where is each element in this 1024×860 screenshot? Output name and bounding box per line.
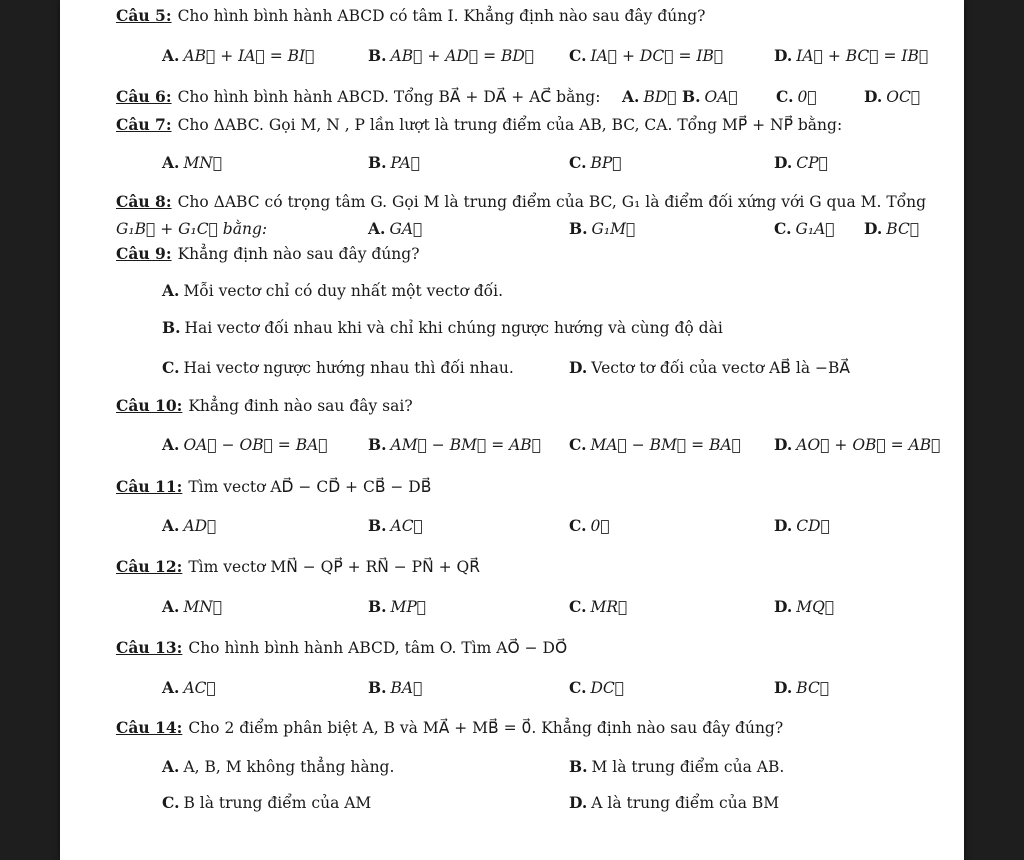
- q8-option-d: [864, 219, 919, 239]
- q7-option-d: [774, 153, 828, 173]
- question-number: Câu 13:: [116, 638, 183, 657]
- q14-option-c: [162, 793, 371, 813]
- q10-option-a: [162, 435, 328, 455]
- option-label: B.: [162, 318, 181, 337]
- q14-option-d: [569, 793, 779, 813]
- q10-option-b: [368, 435, 541, 455]
- question-text: Cho hình bình hành ABCD. Tổng BA⃗ + DA⃗ + AC⃗ bằng:: [177, 88, 601, 106]
- question-number: Câu 6:: [116, 87, 172, 106]
- option-text: AM⃗ − BM⃗ = AB⃗: [390, 436, 541, 454]
- q12-option-c: [569, 597, 627, 617]
- question-text: Khẳng định nào sau đây đúng?: [177, 245, 420, 263]
- q8-option-b: [569, 219, 635, 239]
- q11-option-d: [774, 516, 830, 536]
- q9-option-d: [569, 358, 850, 378]
- q7-option-b: [368, 153, 420, 173]
- option-text: AO⃗ + OB⃗ = AB⃗: [796, 436, 941, 454]
- option-text: A là trung điểm của BM: [591, 794, 780, 812]
- option-label: D.: [864, 87, 883, 106]
- document-page: [60, 0, 964, 860]
- q9-option-b: [162, 318, 723, 338]
- question-text: Tìm vectơ MN⃗ − QP⃗ + RN⃗ − PN⃗ + QR⃗: [188, 558, 481, 576]
- option-text: MA⃗ − BM⃗ = BA⃗: [590, 436, 741, 454]
- option-text: IA⃗ + DC⃗ = IB⃗: [590, 47, 724, 65]
- option-text: PA⃗: [390, 154, 421, 172]
- option-label: C.: [162, 793, 180, 812]
- option-text: GA⃗: [389, 220, 423, 238]
- option-text: Hai vectơ đối nhau khi và chỉ khi chúng ngược hướng và cùng độ dài: [184, 319, 723, 337]
- q13-option-b: [368, 678, 422, 698]
- option-text: G₁M⃗: [591, 220, 636, 238]
- question-number: Câu 8:: [116, 192, 172, 211]
- question-number: Câu 10:: [116, 396, 183, 415]
- option-label: A.: [622, 87, 640, 106]
- question-5-stem: [116, 6, 705, 26]
- option-label: C.: [569, 678, 587, 697]
- option-label: D.: [569, 358, 588, 377]
- q8-option-c: [774, 219, 835, 239]
- option-label: B.: [368, 435, 387, 454]
- question-number: Câu 7:: [116, 115, 172, 134]
- option-label: C.: [569, 153, 587, 172]
- option-label: B.: [368, 597, 387, 616]
- question-number: Câu 12:: [116, 557, 183, 576]
- q13-option-c: [569, 678, 624, 698]
- q14-option-a: [162, 757, 394, 777]
- q10-option-c: [569, 435, 741, 455]
- option-label: D.: [864, 219, 883, 238]
- option-text: B là trung điểm của AM: [183, 794, 372, 812]
- option-text: OC⃗: [886, 88, 921, 106]
- q7-option-a: [162, 153, 222, 173]
- question-14-stem: [116, 718, 783, 738]
- q5-option-c: [569, 46, 723, 66]
- option-label: B.: [569, 757, 588, 776]
- option-text: A, B, M không thẳng hàng.: [183, 758, 395, 776]
- question-12-stem: [116, 557, 480, 577]
- option-label: C.: [569, 597, 587, 616]
- option-text: AB⃗ + AD⃗ = BD⃗: [390, 47, 535, 65]
- question-number: Câu 11:: [116, 477, 183, 496]
- q5-option-a: [162, 46, 314, 66]
- option-text: IA⃗ + BC⃗ = IB⃗: [796, 47, 929, 65]
- question-text: Tìm vectơ AD⃗ − CD⃗ + CB⃗ − DB⃗: [188, 478, 432, 496]
- option-text: AC⃗: [183, 679, 216, 697]
- option-text: CD⃗: [796, 517, 830, 535]
- q8-option-a: [368, 219, 422, 239]
- option-text: DC⃗: [590, 679, 625, 697]
- option-label: D.: [774, 46, 793, 65]
- question-number: Câu 5:: [116, 6, 172, 25]
- question-13-stem: [116, 638, 567, 658]
- option-text: BC⃗: [796, 679, 830, 697]
- q12-option-a: [162, 597, 222, 617]
- option-label: C.: [774, 219, 792, 238]
- option-label: C.: [569, 46, 587, 65]
- option-label: D.: [774, 597, 793, 616]
- option-label: C.: [569, 435, 587, 454]
- question-6-stem: [116, 87, 600, 107]
- option-label: B.: [682, 87, 701, 106]
- option-label: D.: [774, 516, 793, 535]
- question-11-stem: [116, 477, 431, 497]
- q10-option-d: [774, 435, 940, 455]
- option-text: G₁A⃗: [795, 220, 835, 238]
- option-text: BC⃗: [886, 220, 920, 238]
- option-text: BA⃗: [390, 679, 423, 697]
- option-label: C.: [162, 358, 180, 377]
- option-label: A.: [162, 46, 180, 65]
- option-text: OA⃗ − OB⃗ = BA⃗: [183, 436, 328, 454]
- option-label: C.: [776, 87, 794, 106]
- q6-option-d: [864, 87, 920, 107]
- option-label: A.: [162, 678, 180, 697]
- option-text: MN⃗: [183, 598, 223, 616]
- q13-option-a: [162, 678, 216, 698]
- question-10-stem: [116, 396, 413, 416]
- q11-option-c: [569, 516, 610, 536]
- question-8-stem: [116, 192, 926, 212]
- question-text: Cho hình bình hành ABCD, tâm O. Tìm AO⃗ − DO⃗: [188, 639, 568, 657]
- option-text: Mỗi vectơ chỉ có duy nhất một vectơ đối.: [183, 282, 504, 300]
- option-label: A.: [368, 219, 386, 238]
- q9-option-a: [162, 281, 503, 301]
- question-text: Khẳng đinh nào sau đây sai?: [188, 397, 413, 415]
- option-label: B.: [368, 46, 387, 65]
- option-label: A.: [162, 153, 180, 172]
- option-label: A.: [162, 435, 180, 454]
- question-7-stem: [116, 115, 842, 135]
- option-text: CP⃗: [796, 154, 828, 172]
- option-label: D.: [569, 793, 588, 812]
- option-text: MP⃗: [390, 598, 427, 616]
- question-text: Cho ΔABC. Gọi M, N , P lần lượt là trung điểm của AB, BC, CA. Tổng MP⃗ + NP⃗ bằng:: [177, 116, 843, 134]
- option-text: AC⃗: [390, 517, 423, 535]
- q9-option-c: [162, 358, 514, 378]
- q11-option-b: [368, 516, 423, 536]
- question-9-stem: [116, 244, 420, 264]
- option-label: A.: [162, 597, 180, 616]
- question-8-stem-continued: G₁B⃗ + G₁C⃗ bằng:: [116, 220, 268, 238]
- option-label: B.: [368, 678, 387, 697]
- option-text: OA⃗: [704, 88, 738, 106]
- option-label: D.: [774, 678, 793, 697]
- option-text: Vectơ tơ đối của vectơ AB⃗ là −BA⃗: [591, 359, 850, 377]
- q6-option-a: [622, 87, 677, 107]
- option-text: MR⃗: [590, 598, 628, 616]
- option-label: C.: [569, 516, 587, 535]
- option-label: D.: [774, 153, 793, 172]
- option-label: B.: [569, 219, 588, 238]
- question-number: Câu 14:: [116, 718, 183, 737]
- q7-option-c: [569, 153, 622, 173]
- option-text: Hai vectơ ngược hướng nhau thì đối nhau.: [183, 359, 514, 377]
- question-text: Cho hình bình hành ABCD có tâm I. Khẳng định nào sau đây đúng?: [177, 7, 706, 25]
- q14-option-b: [569, 757, 784, 777]
- option-text: MN⃗: [183, 154, 223, 172]
- option-text: BP⃗: [590, 154, 622, 172]
- option-label: D.: [774, 435, 793, 454]
- q6-option-c: [776, 87, 817, 107]
- option-text: MQ⃗: [796, 598, 835, 616]
- q6-option-b: [682, 87, 738, 107]
- option-text: 0⃗: [590, 517, 610, 535]
- option-text: BD⃗: [643, 88, 677, 106]
- q11-option-a: [162, 516, 216, 536]
- option-label: A.: [162, 516, 180, 535]
- option-label: A.: [162, 281, 180, 300]
- option-text: AB⃗ + IA⃗ = BI⃗: [183, 47, 315, 65]
- q5-option-d: [774, 46, 928, 66]
- question-text: Cho ΔABC có trọng tâm G. Gọi M là trung điểm của BC, G₁ là điểm đối xứng với G qua M. Tổng: [177, 193, 927, 211]
- question-text: Cho 2 điểm phân biệt A, B và MA⃗ + MB⃗ = 0⃗. Khẳng định nào sau đây đúng?: [188, 719, 784, 737]
- option-text: AD⃗: [183, 517, 217, 535]
- option-text: 0⃗: [797, 88, 817, 106]
- option-label: A.: [162, 757, 180, 776]
- q12-option-b: [368, 597, 426, 617]
- q12-option-d: [774, 597, 834, 617]
- question-number: Câu 9:: [116, 244, 172, 263]
- option-text: M là trung điểm của AB.: [591, 758, 785, 776]
- option-label: B.: [368, 153, 387, 172]
- q5-option-b: [368, 46, 534, 66]
- q13-option-d: [774, 678, 829, 698]
- option-label: B.: [368, 516, 387, 535]
